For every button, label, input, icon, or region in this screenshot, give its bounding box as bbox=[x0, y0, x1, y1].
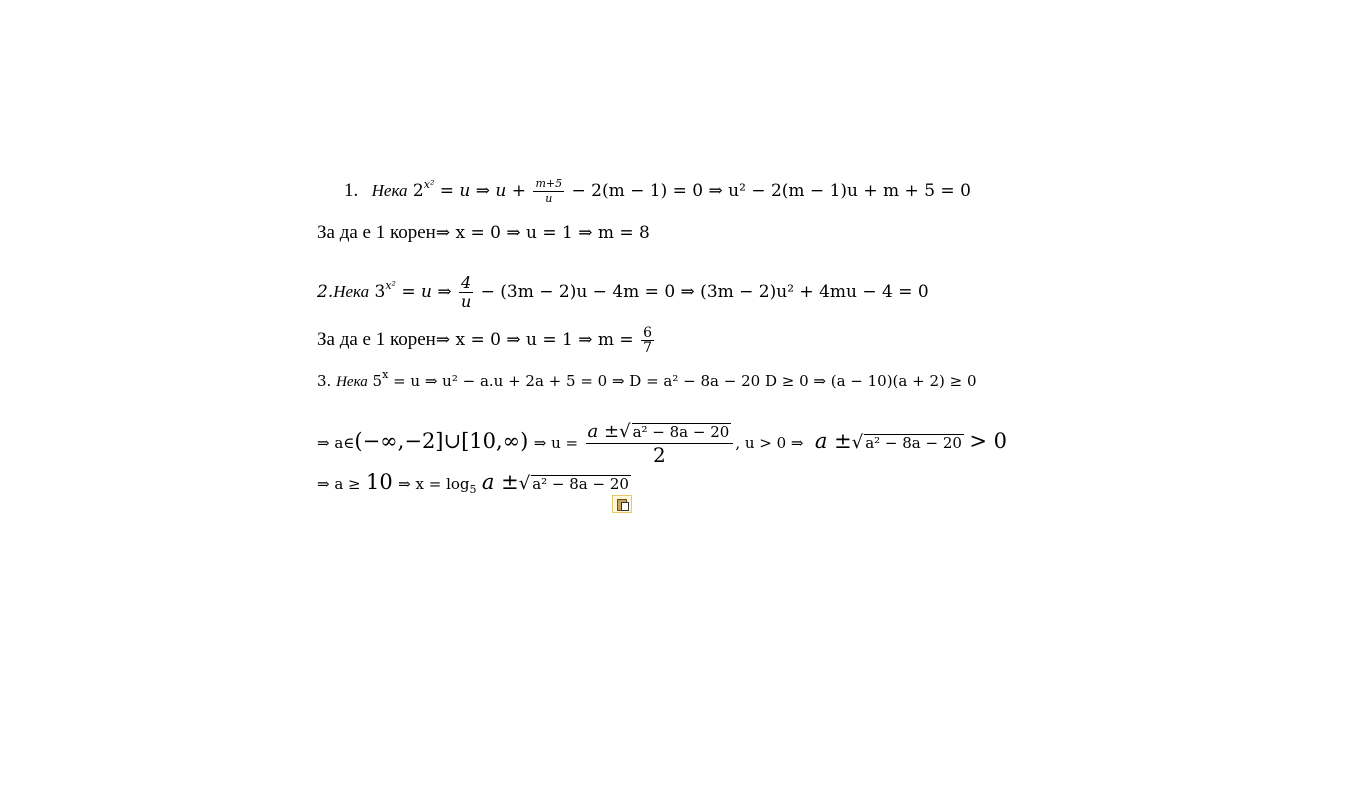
cyrillic-text: За да е 1 корен bbox=[317, 329, 436, 350]
fraction-denominator: u bbox=[545, 192, 553, 205]
equation-line-6 bbox=[317, 421, 1007, 466]
expr: a ± bbox=[481, 470, 519, 494]
number: 10 bbox=[366, 470, 393, 494]
radicand: a² − 8a − 20 bbox=[632, 423, 730, 441]
item-number: 3. bbox=[317, 372, 332, 390]
equation-line-5 bbox=[317, 368, 977, 392]
expr: ⇒ x = log bbox=[398, 475, 470, 493]
expr: ⇒ a∈ bbox=[317, 434, 355, 452]
paste-options-icon[interactable] bbox=[612, 495, 632, 513]
neka-word: Нека bbox=[336, 374, 368, 390]
expr: > 0 bbox=[969, 429, 1007, 453]
expr: , u > 0 ⇒ bbox=[735, 434, 804, 452]
expr: ⇒ u = bbox=[533, 434, 579, 452]
exponent: x² bbox=[423, 178, 435, 191]
neka-word: Нека bbox=[333, 282, 370, 301]
item-number: 1. bbox=[344, 180, 359, 201]
base: 2 bbox=[412, 181, 424, 201]
equation-line-2 bbox=[317, 223, 650, 243]
cyrillic-text: За да е 1 корен bbox=[317, 222, 436, 243]
sqrt-sign-icon: √ bbox=[619, 421, 631, 442]
equation-line-1 bbox=[344, 177, 971, 206]
fraction-numerator: 4 bbox=[461, 273, 472, 292]
fraction-denominator: 2 bbox=[653, 443, 666, 467]
radicand: a² − 8a − 20 bbox=[865, 434, 962, 452]
expr: − (3m − 2)u − 4m = 0 ⇒ (3m − 2)u² + 4mu − 4 = 0 bbox=[480, 282, 929, 302]
neka-word: Нека bbox=[371, 181, 408, 200]
numerator-a: a ± bbox=[587, 421, 620, 442]
expr: = u ⇒ u² − a.u + 2a + 5 = 0 ⇒ D = a² − 8a − 20 D ≥ 0 ⇒ (a − 10)(a + 2) ≥ 0 bbox=[393, 372, 977, 390]
expr: = u ⇒ u + bbox=[439, 181, 527, 201]
log-base: 5 bbox=[469, 483, 477, 496]
item-number: 2. bbox=[317, 282, 334, 302]
interval: (−∞,−2]∪[10,∞) bbox=[354, 429, 529, 453]
exponent: x² bbox=[385, 279, 396, 292]
radicand: a² − 8a − 20 bbox=[532, 475, 629, 493]
fraction-numerator: m+5 bbox=[535, 177, 563, 190]
expr: − 2(m − 1) = 0 ⇒ bbox=[571, 181, 723, 201]
exponent: x bbox=[382, 368, 389, 381]
fraction-numerator: 6 bbox=[643, 325, 652, 341]
sqrt-sign-icon: √ bbox=[851, 432, 864, 453]
fraction-denominator: u bbox=[460, 292, 472, 311]
expr: a ± bbox=[814, 429, 852, 453]
equation-line-7 bbox=[317, 472, 631, 494]
equation-line-4 bbox=[317, 326, 656, 355]
fraction bbox=[586, 421, 734, 466]
expr: u² − 2(m − 1)u + m + 5 = 0 bbox=[728, 181, 971, 201]
paper-shape bbox=[621, 502, 629, 511]
expr: ⇒ x = 0 ⇒ u = 1 ⇒ m = 8 bbox=[435, 223, 650, 243]
expr: ⇒ a ≥ bbox=[317, 475, 361, 493]
fraction bbox=[459, 274, 473, 311]
expr: = u ⇒ bbox=[401, 282, 452, 302]
fraction bbox=[641, 326, 654, 355]
fraction-numerator bbox=[586, 421, 734, 444]
sqrt-sign-icon: √ bbox=[518, 473, 531, 494]
base: 5 bbox=[372, 372, 383, 390]
expr: ⇒ x = 0 ⇒ u = 1 ⇒ m = bbox=[435, 330, 634, 350]
fraction bbox=[533, 177, 564, 206]
equation-line-3 bbox=[317, 274, 929, 311]
fraction-denominator: 7 bbox=[643, 340, 652, 356]
base: 3 bbox=[374, 282, 386, 302]
